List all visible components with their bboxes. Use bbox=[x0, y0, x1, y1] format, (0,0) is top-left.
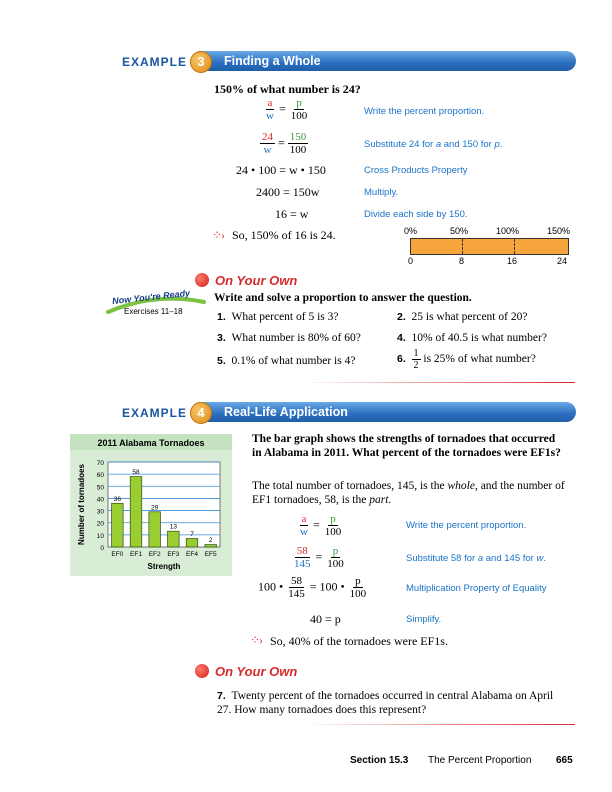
bar-bottom-label: 8 bbox=[459, 256, 465, 266]
step-explanation: Multiply. bbox=[364, 187, 399, 198]
bar-top-label: 100% bbox=[496, 226, 520, 236]
example-title: Finding a Whole bbox=[224, 54, 321, 68]
chart-title: 2011 Alabama Tornadoes bbox=[97, 438, 205, 448]
step-explanation: Substitute 24 for a and 150 for p. bbox=[364, 139, 503, 150]
chart-bar bbox=[205, 545, 217, 547]
question-item: 1. What percent of 5 is 3? bbox=[217, 311, 339, 323]
bar-value-label: 2 bbox=[208, 537, 213, 545]
x-tick-label: EF5 bbox=[204, 551, 217, 558]
multiplication-equation: 100 • $\frac{58}{145}$ = 100 • $\frac{p}{100}$ bbox=[258, 575, 367, 600]
chart-bar bbox=[149, 512, 161, 547]
x-tick-label: EF2 bbox=[148, 551, 161, 558]
example-label: EXAMPLE bbox=[122, 55, 188, 69]
chart-bar bbox=[130, 477, 142, 547]
x-axis-label: Strength bbox=[147, 562, 181, 571]
question-item: 6. $\frac{1}{2}$ is 25% of what number? bbox=[397, 348, 536, 371]
example-body: The total number of tornadoes, 145, is the whole, and the number of EF1 tornadoes, 58, is the part. bbox=[252, 480, 565, 506]
step-explanation: Write the percent proportion. bbox=[406, 520, 527, 531]
y-tick-label: 20 bbox=[96, 520, 104, 528]
cross-products-equation: 24 • 100 = w • 150 bbox=[236, 163, 326, 177]
footer-title: The Percent Proportion bbox=[428, 755, 532, 766]
step-explanation: Divide each side by 150. bbox=[364, 209, 468, 220]
example-number-badge: 4 bbox=[190, 402, 212, 424]
multiply-equation: 2400 = 150w bbox=[256, 185, 320, 199]
conclusion-text: So, 150% of 16 is 24. bbox=[232, 228, 336, 242]
step-explanation: Substitute 58 for a and 145 for w. bbox=[406, 553, 546, 564]
bar-top-label: 50% bbox=[450, 226, 469, 236]
section-divider bbox=[300, 382, 575, 383]
on-your-own-icon bbox=[195, 273, 209, 287]
bar-top-label: 0% bbox=[404, 226, 418, 236]
example-title: Real-Life Application bbox=[224, 405, 348, 419]
tornado-bar-chart bbox=[70, 434, 232, 576]
page-number: 665 bbox=[556, 755, 573, 766]
x-tick-label: EF3 bbox=[167, 551, 180, 558]
proportion-equation: $\frac{a}{w}$ = $\frac{p}{100}$ bbox=[300, 513, 342, 538]
y-tick-label: 30 bbox=[96, 508, 104, 516]
y-tick-label: 60 bbox=[96, 472, 104, 480]
step-explanation: Write the percent proportion. bbox=[364, 106, 485, 117]
solution-equation: 40 = p bbox=[310, 612, 341, 626]
percent-bar-model bbox=[399, 226, 579, 264]
on-your-own-title: On Your Own bbox=[215, 273, 298, 288]
conclusion-text: So, 40% of the tornadoes were EF1s. bbox=[270, 634, 448, 648]
step-explanation: Simplify. bbox=[406, 614, 442, 625]
section-divider bbox=[300, 724, 575, 725]
on-your-own-icon bbox=[195, 664, 209, 678]
conclusion-arrow-icon: ⁘› bbox=[212, 228, 225, 242]
bar-value-label: 36 bbox=[113, 495, 121, 503]
bar-divider bbox=[514, 239, 515, 254]
chart-bar bbox=[168, 531, 180, 547]
example-number-badge: 3 bbox=[190, 51, 212, 73]
y-tick-label: 10 bbox=[96, 532, 104, 540]
chart-bar bbox=[112, 503, 124, 547]
y-tick-label: 40 bbox=[96, 496, 104, 504]
now-ready-label: Now You're Ready bbox=[111, 287, 191, 307]
y-tick-label: 70 bbox=[96, 460, 104, 467]
example-question: 150% of what number is 24? bbox=[214, 82, 361, 96]
footer-section: Section 15.3 bbox=[350, 755, 409, 766]
substituted-equation: $\frac{24}{w}$ = $\frac{150}{100}$ bbox=[262, 131, 307, 156]
bar-bottom-label: 24 bbox=[557, 256, 568, 266]
conclusion-arrow-icon: ⁘› bbox=[250, 633, 263, 647]
x-tick-label: EF4 bbox=[186, 551, 198, 558]
y-axis-label: Number of tornadoes bbox=[77, 464, 86, 545]
exercises-link[interactable]: Exercises 11–18 bbox=[124, 307, 183, 316]
bar-value-label: 58 bbox=[132, 469, 140, 477]
step-explanation: Cross Products Property bbox=[364, 165, 468, 176]
bar-top-label: 150% bbox=[547, 226, 571, 236]
bar-divider bbox=[462, 239, 463, 254]
question-item: 7. Twenty percent of the tornadoes occurred in central Alabama on April 27. How many tornadoes does this represent? bbox=[217, 690, 554, 716]
bar-fill bbox=[410, 238, 569, 255]
tornado-chart-panel bbox=[70, 434, 232, 576]
y-tick-label: 50 bbox=[96, 484, 104, 492]
question-item: 2. 25 is what percent of 20? bbox=[397, 311, 528, 323]
bar-bottom-label: 16 bbox=[507, 256, 518, 266]
bar-value-label: 13 bbox=[169, 523, 177, 531]
y-tick-label: 0 bbox=[100, 545, 104, 552]
question-item: 5. 0.1% of what number is 4? bbox=[217, 355, 356, 367]
example-label: EXAMPLE bbox=[122, 406, 188, 420]
bar-bottom-label: 0 bbox=[408, 256, 414, 266]
substituted-equation: $\frac{58}{145}$ = $\frac{p}{100}$ bbox=[294, 545, 344, 570]
plot-area bbox=[108, 462, 220, 547]
example-question: The bar graph shows the strengths of tornadoes that occurred in Alabama in 2011. What percent of the tornadoes were EF1s? bbox=[252, 433, 561, 459]
x-tick-label: EF0 bbox=[111, 551, 124, 558]
step-explanation: Multiplication Property of Equality bbox=[406, 583, 547, 594]
bar-value-label: 7 bbox=[190, 531, 194, 538]
x-tick-label: EF1 bbox=[130, 551, 142, 558]
on-your-own-title: On Your Own bbox=[215, 664, 298, 679]
bar-value-label: 29 bbox=[151, 504, 159, 512]
instruction-text: Write and solve a proportion to answer the question. bbox=[214, 292, 472, 304]
solution-equation: 16 = w bbox=[275, 207, 309, 221]
question-item: 3. What number is 80% of 60? bbox=[217, 332, 361, 344]
chart-bar bbox=[186, 539, 198, 548]
proportion-equation: $\frac{a}{w}$ = $\frac{p}{100}$ bbox=[266, 97, 308, 122]
question-item: 4. 10% of 40.5 is what number? bbox=[397, 332, 547, 344]
